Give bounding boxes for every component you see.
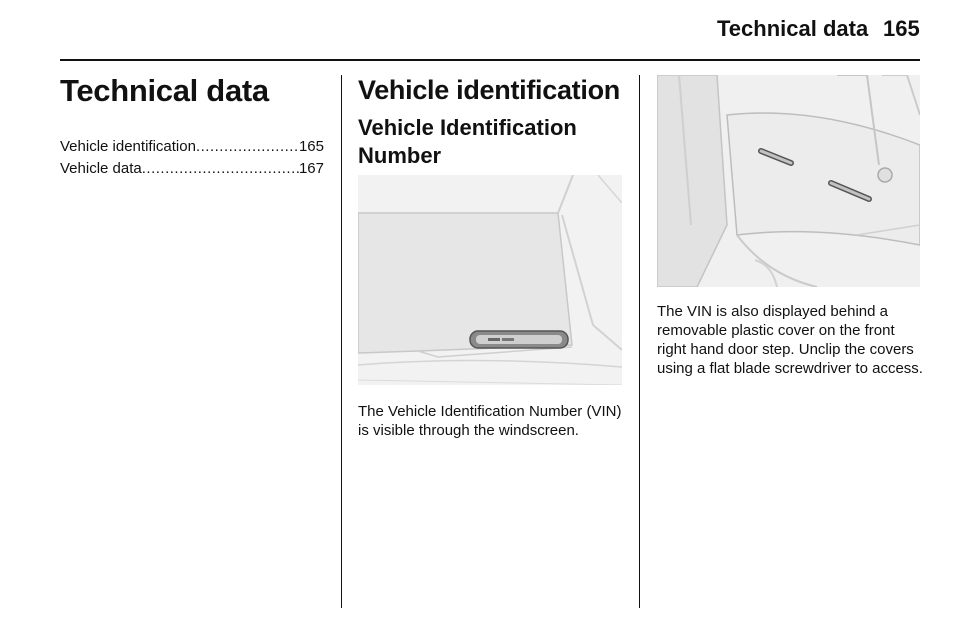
toc-item[interactable] (60, 158, 324, 180)
toc-item-label: Vehicle data (60, 160, 142, 177)
windscreen-vin-illustration (358, 175, 622, 385)
toc-item-label: Vehicle identification (60, 138, 196, 155)
windscreen-vin-caption: The Vehicle Identification Number (VIN) is visible through the windscreen. (358, 403, 622, 439)
column-divider-2 (639, 75, 640, 608)
subsection-title: Vehicle Identification Number (358, 115, 577, 168)
toc-item-page: 167 (298, 160, 324, 177)
door-step-vin-caption: The VIN is also displayed behind a removable plastic cover on the front right hand door step. Unclip the covers using a flat blade screwdriver to access. (657, 303, 923, 377)
section-title: Vehicle identification (358, 75, 620, 105)
header-page-number: 165 (883, 16, 920, 41)
header-title: Technical data (717, 16, 869, 41)
toc-item[interactable] (60, 136, 324, 158)
toc-leader-dots (142, 158, 299, 180)
header-rule (60, 59, 920, 61)
chapter-column (60, 72, 324, 180)
section-column (358, 72, 622, 170)
toc-item-page: 165 (298, 138, 324, 155)
column-divider-1 (341, 75, 342, 608)
door-step-vin-illustration (657, 75, 920, 287)
chapter-title: Technical data (60, 73, 269, 108)
toc-leader-dots (196, 136, 299, 158)
